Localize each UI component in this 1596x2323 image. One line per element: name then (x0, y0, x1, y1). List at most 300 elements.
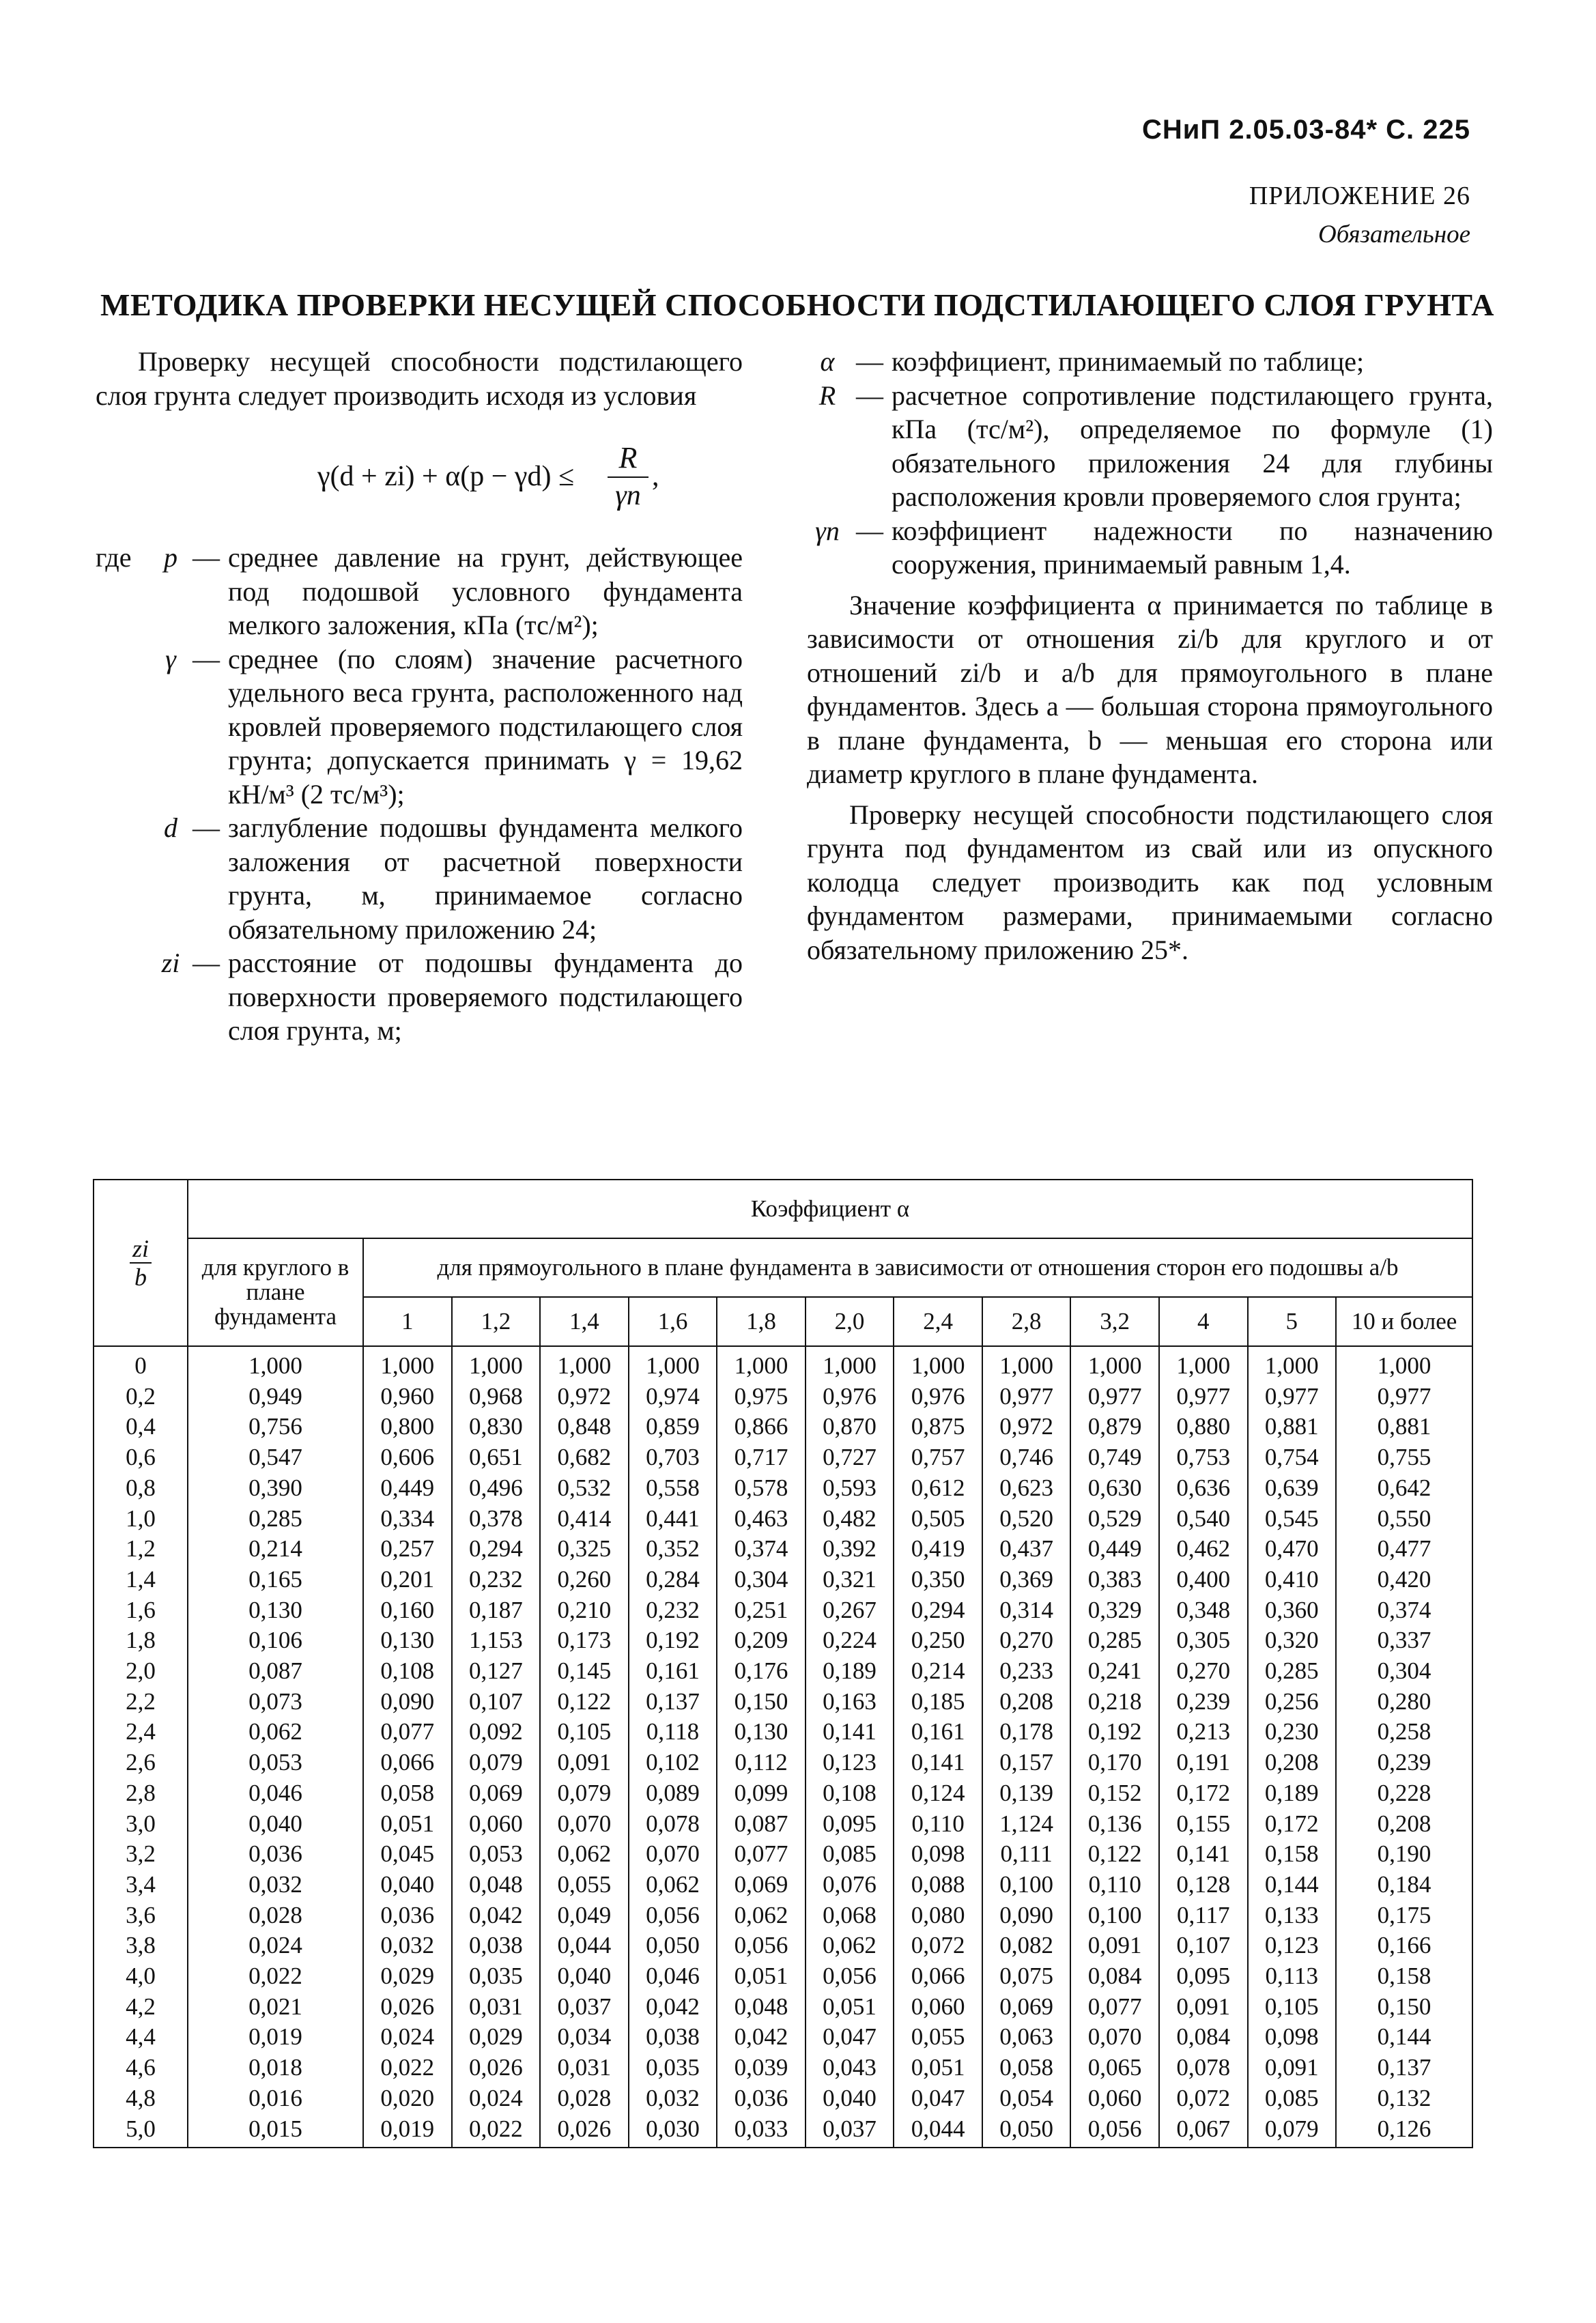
alpha-value-cell: 0,201 (363, 1565, 452, 1595)
alpha-value-cell: 0,754 (1248, 1442, 1337, 1473)
alpha-value-cell: 0,085 (806, 1839, 894, 1870)
definition-dash: — (193, 542, 220, 573)
alpha-value-cell: 1,000 (452, 1346, 541, 1382)
table-row (94, 1809, 1472, 1840)
definition-text: расчетное сопротивление подстилающего грунта, кПа (тс/м²), определяемое по формуле (1) обязательного приложения 24 для глубины расположения кровли проверяемого слоя грунта; (892, 380, 1493, 512)
alpha-value-cell: 0,118 (629, 1717, 717, 1748)
alpha-value-cell: 0,866 (717, 1412, 806, 1442)
coefficient-header: Коэффициент α (188, 1180, 1472, 1238)
ratio-header (94, 1180, 188, 1346)
alpha-value-cell: 0,075 (982, 1961, 1071, 1992)
alpha-value-cell: 0,623 (982, 1473, 1071, 1504)
alpha-value-cell: 0,036 (717, 2083, 806, 2114)
alpha-value-cell: 0,192 (1070, 1717, 1159, 1748)
alpha-value-cell: 0,047 (894, 2083, 982, 2114)
ratio-value-cell: 4,8 (94, 2083, 188, 2114)
alpha-value-cell: 0,039 (717, 2053, 806, 2083)
alpha-value-cell: 0,073 (188, 1687, 363, 1718)
alpha-value-cell: 0,122 (1070, 1839, 1159, 1870)
alpha-value-cell: 0,880 (1159, 1412, 1248, 1442)
alpha-value-cell: 0,187 (452, 1595, 541, 1626)
alpha-value-cell: 0,036 (363, 1900, 452, 1931)
alpha-value-cell: 0,108 (363, 1656, 452, 1687)
alpha-value-cell: 0,166 (1336, 1930, 1472, 1961)
ratio-value-cell: 4,4 (94, 2022, 188, 2053)
alpha-value-cell: 0,145 (540, 1656, 629, 1687)
ratio-value-cell: 2,0 (94, 1656, 188, 1687)
ratio-value-cell: 3,6 (94, 1900, 188, 1931)
ratio-denominator: b (134, 1263, 147, 1291)
ratio-value-cell: 4,0 (94, 1961, 188, 1992)
alpha-value-cell: 0,859 (629, 1412, 717, 1442)
alpha-value-cell: 0,141 (1159, 1839, 1248, 1870)
alpha-value-cell: 0,374 (717, 1534, 806, 1565)
alpha-value-cell: 0,031 (540, 2053, 629, 2083)
table-row (94, 1900, 1472, 1931)
alpha-value-cell: 0,232 (452, 1565, 541, 1595)
ratio-value-cell: 2,6 (94, 1748, 188, 1778)
ab-ratio-cell: 1,2 (452, 1297, 541, 1346)
alpha-value-cell: 0,062 (717, 1900, 806, 1931)
alpha-value-cell: 0,028 (188, 1900, 363, 1931)
ratio-value-cell: 1,8 (94, 1625, 188, 1656)
definition-text: коэффициент, принимаемый по таблице; (892, 346, 1365, 377)
alpha-value-cell: 0,072 (1159, 2083, 1248, 2114)
alpha-value-cell: 0,043 (806, 2053, 894, 2083)
alpha-value-cell: 0,304 (1336, 1656, 1472, 1687)
alpha-value-cell: 0,578 (717, 1473, 806, 1504)
alpha-value-cell: 0,218 (1070, 1687, 1159, 1718)
table-row (94, 1656, 1472, 1687)
table-row (94, 1473, 1472, 1504)
round-foundation-header: для круглого в плане фундамента (188, 1238, 363, 1346)
alpha-value-cell: 1,000 (1336, 1346, 1472, 1382)
table-row (94, 1870, 1472, 1900)
alpha-value-cell: 0,042 (452, 1900, 541, 1931)
ratio-value-cell: 4,2 (94, 1992, 188, 2023)
alpha-value-cell: 0,051 (717, 1961, 806, 1992)
alpha-value-cell: 0,651 (452, 1442, 541, 1473)
alpha-value-cell: 0,213 (1159, 1717, 1248, 1748)
alpha-value-cell: 0,756 (188, 1412, 363, 1442)
alpha-value-cell: 0,285 (1248, 1656, 1337, 1687)
table-row (94, 1534, 1472, 1565)
alpha-value-cell: 0,123 (806, 1748, 894, 1778)
table-row (94, 1748, 1472, 1778)
alpha-value-cell: 0,108 (806, 1778, 894, 1809)
alpha-value-cell: 0,042 (629, 1992, 717, 2023)
alpha-value-cell: 0,161 (629, 1656, 717, 1687)
alpha-value-cell: 0,639 (1248, 1473, 1337, 1504)
alpha-value-cell: 0,078 (1159, 2053, 1248, 2083)
alpha-value-cell: 0,077 (1070, 1992, 1159, 2023)
ratio-value-cell: 3,0 (94, 1809, 188, 1840)
alpha-value-cell: 0,133 (1248, 1900, 1337, 1931)
alpha-value-cell: 0,030 (629, 2114, 717, 2148)
alpha-value-cell: 0,029 (452, 2022, 541, 2053)
formula-numerator: R (608, 440, 649, 478)
alpha-value-cell: 0,092 (452, 1717, 541, 1748)
alpha-value-cell: 0,305 (1159, 1625, 1248, 1656)
definition-symbol: R (818, 380, 836, 411)
alpha-value-cell: 0,496 (452, 1473, 541, 1504)
alpha-value-cell: 0,076 (806, 1870, 894, 1900)
alpha-value-cell: 0,046 (629, 1961, 717, 1992)
alpha-value-cell: 0,022 (363, 2053, 452, 2083)
alpha-value-cell: 0,054 (982, 2083, 1071, 2114)
alpha-value-cell: 0,294 (452, 1534, 541, 1565)
table-row (94, 1717, 1472, 1748)
alpha-value-cell: 0,100 (1070, 1900, 1159, 1931)
alpha-value-cell: 0,042 (717, 2022, 806, 2053)
alpha-value-cell: 0,051 (363, 1809, 452, 1840)
ratio-value-cell: 2,2 (94, 1687, 188, 1718)
formula-fraction (608, 440, 649, 513)
alpha-value-cell: 0,350 (894, 1565, 982, 1595)
alpha-value-cell: 0,107 (1159, 1930, 1248, 1961)
alpha-value-cell: 0,972 (982, 1412, 1071, 1442)
alpha-value-cell: 0,127 (452, 1656, 541, 1687)
alpha-value-cell: 0,035 (452, 1961, 541, 1992)
ratio-value-cell: 4,6 (94, 2053, 188, 2083)
alpha-value-cell: 0,727 (806, 1442, 894, 1473)
alpha-value-cell: 0,881 (1248, 1412, 1337, 1442)
alpha-value-cell: 0,106 (188, 1625, 363, 1656)
alpha-value-cell: 0,056 (717, 1930, 806, 1961)
table-row (94, 1961, 1472, 1992)
appendix-status: Обязательное (1317, 220, 1470, 248)
ratio-value-cell: 3,8 (94, 1930, 188, 1961)
definition-text: среднее (по слоям) значение расчетного удельного веса грунта, расположенного над кровлей проверяемого подстилающего слоя грунта; допускается принимать γ = 19,62 кН/м³ (2 тс/м³); (228, 643, 743, 810)
definition-symbol: p (164, 542, 177, 573)
ab-ratio-cell: 5 (1248, 1297, 1337, 1346)
table-body (94, 1346, 1472, 2148)
ab-ratio-cell: 1 (363, 1297, 452, 1346)
alpha-value-cell: 0,058 (982, 2053, 1071, 2083)
alpha-value-cell: 0,126 (1336, 2114, 1472, 2148)
alpha-value-cell: 0,016 (188, 2083, 363, 2114)
ratio-value-cell: 2,8 (94, 1778, 188, 1809)
alpha-value-cell: 0,026 (452, 2053, 541, 2083)
table-row (94, 1687, 1472, 1718)
alpha-value-cell: 0,091 (540, 1748, 629, 1778)
alpha-value-cell: 0,040 (363, 1870, 452, 1900)
alpha-value-cell: 0,170 (1070, 1748, 1159, 1778)
alpha-value-cell: 0,172 (1159, 1778, 1248, 1809)
alpha-value-cell: 0,137 (1336, 2053, 1472, 2083)
alpha-value-cell: 0,110 (894, 1809, 982, 1840)
alpha-value-cell: 0,176 (717, 1656, 806, 1687)
alpha-value-cell: 0,111 (982, 1839, 1071, 1870)
alpha-value-cell: 0,392 (806, 1534, 894, 1565)
alpha-value-cell: 0,077 (363, 1717, 452, 1748)
alpha-value-cell: 0,383 (1070, 1565, 1159, 1595)
ab-ratio-cell: 1,8 (717, 1297, 806, 1346)
alpha-value-cell: 0,139 (982, 1778, 1071, 1809)
alpha-value-cell: 0,022 (188, 1961, 363, 1992)
alpha-value-cell: 0,800 (363, 1412, 452, 1442)
definition-symbol: d (164, 812, 177, 843)
alpha-value-cell: 1,000 (1248, 1346, 1337, 1382)
ab-ratio-cell: 2,0 (806, 1297, 894, 1346)
alpha-value-cell: 0,540 (1159, 1504, 1248, 1535)
alpha-value-cell: 0,070 (1070, 2022, 1159, 2053)
alpha-value-cell: 0,085 (1248, 2083, 1337, 2114)
table-row (94, 1992, 1472, 2023)
alpha-value-cell: 0,270 (1159, 1656, 1248, 1687)
table-row (94, 1839, 1472, 1870)
alpha-value-cell: 0,084 (1070, 1961, 1159, 1992)
alpha-value-cell: 0,184 (1336, 1870, 1472, 1900)
alpha-value-cell: 0,437 (982, 1534, 1071, 1565)
alpha-value-cell: 0,060 (1070, 2083, 1159, 2114)
alpha-value-cell: 0,123 (1248, 1930, 1337, 1961)
alpha-value-cell: 0,130 (717, 1717, 806, 1748)
alpha-value-cell: 0,224 (806, 1625, 894, 1656)
piles-paragraph: Проверку несущей способности подстилающего слоя грунта под фундаментом из свай или из опускного колодца следует производить как под условным фундаментом размерами, принимаемыми согласно обязательному приложению 25*. (807, 799, 1493, 965)
alpha-value-cell: 0,137 (629, 1687, 717, 1718)
alpha-value-cell: 1,000 (188, 1346, 363, 1382)
alpha-value-cell: 0,037 (806, 2114, 894, 2148)
alpha-value-cell: 0,155 (1159, 1809, 1248, 1840)
ratio-numerator: zi (130, 1235, 152, 1264)
alpha-value-cell: 1,000 (540, 1346, 629, 1382)
intro-paragraph: Проверку несущей способности подстилающего слоя грунта следует производить исходя из условия (96, 346, 743, 411)
alpha-value-cell: 0,976 (894, 1382, 982, 1412)
alpha-value-cell: 0,091 (1159, 1992, 1248, 2023)
definition-dash: — (856, 515, 883, 546)
left-column (96, 345, 743, 1048)
table-row (94, 2083, 1472, 2114)
alpha-value-cell: 0,173 (540, 1625, 629, 1656)
alpha-value-cell: 0,062 (188, 1717, 363, 1748)
appendix-label: ПРИЛОЖЕНИЕ 26 (1249, 182, 1470, 210)
alpha-value-cell: 0,320 (1248, 1625, 1337, 1656)
alpha-value-cell: 0,062 (540, 1839, 629, 1870)
alpha-value-cell: 0,020 (363, 2083, 452, 2114)
alpha-value-cell: 0,703 (629, 1442, 717, 1473)
alpha-value-cell: 0,374 (1336, 1595, 1472, 1626)
alpha-value-cell: 1,000 (717, 1346, 806, 1382)
alpha-value-cell: 0,034 (540, 2022, 629, 2053)
alpha-value-cell: 0,529 (1070, 1504, 1159, 1535)
definition-dash: — (193, 643, 220, 674)
alpha-value-cell: 0,032 (188, 1870, 363, 1900)
alpha-value-cell: 0,047 (806, 2022, 894, 2053)
alpha-value-cell: 0,144 (1336, 2022, 1472, 2053)
definition-dash: — (856, 380, 883, 411)
alpha-value-cell: 0,082 (982, 1930, 1071, 1961)
alpha-value-cell: 0,090 (982, 1900, 1071, 1931)
alpha-value-cell: 0,112 (717, 1748, 806, 1778)
ratio-value-cell: 0,4 (94, 1412, 188, 1442)
alpha-value-cell: 0,267 (806, 1595, 894, 1626)
ratio-value-cell: 0,6 (94, 1442, 188, 1473)
alpha-value-cell: 0,158 (1336, 1961, 1472, 1992)
alpha-value-cell: 0,069 (452, 1778, 541, 1809)
alpha-value-cell: 0,968 (452, 1382, 541, 1412)
table-row (94, 1504, 1472, 1535)
alpha-value-cell: 0,974 (629, 1382, 717, 1412)
alpha-value-cell: 0,050 (629, 1930, 717, 1961)
alpha-value-cell: 0,505 (894, 1504, 982, 1535)
alpha-value-cell: 0,420 (1336, 1565, 1472, 1595)
table-row (94, 1565, 1472, 1595)
alpha-value-cell: 0,035 (629, 2053, 717, 2083)
alpha-table (93, 1179, 1473, 2148)
alpha-value-cell: 0,091 (1248, 2053, 1337, 2083)
alpha-value-cell: 0,050 (982, 2114, 1071, 2148)
ratio-value-cell: 5,0 (94, 2114, 188, 2148)
alpha-value-cell: 0,024 (452, 2083, 541, 2114)
alpha-value-cell: 0,419 (894, 1534, 982, 1565)
alpha-value-cell: 0,087 (188, 1656, 363, 1687)
alpha-value-cell: 0,036 (188, 1839, 363, 1870)
alpha-value-cell: 1,000 (1070, 1346, 1159, 1382)
alpha-value-cell: 0,175 (1336, 1900, 1472, 1931)
alpha-value-cell: 0,232 (629, 1595, 717, 1626)
alpha-value-cell: 0,208 (982, 1687, 1071, 1718)
alpha-value-cell: 0,520 (982, 1504, 1071, 1535)
alpha-value-cell: 0,056 (806, 1961, 894, 1992)
alpha-value-cell: 0,241 (1070, 1656, 1159, 1687)
alpha-value-cell: 0,848 (540, 1412, 629, 1442)
alpha-value-cell: 0,055 (894, 2022, 982, 2053)
alpha-value-cell: 0,098 (1248, 2022, 1337, 2053)
ratio-fraction (130, 1235, 152, 1291)
alpha-value-cell: 0,018 (188, 2053, 363, 2083)
alpha-value-cell: 0,015 (188, 2114, 363, 2148)
table-row (94, 1412, 1472, 1442)
alpha-value-cell: 0,977 (1070, 1382, 1159, 1412)
alpha-value-cell: 1,000 (806, 1346, 894, 1382)
formula-comma: , (652, 461, 659, 492)
alpha-value-cell: 0,031 (452, 1992, 541, 2023)
alpha-value-cell: 0,019 (363, 2114, 452, 2148)
definition-dash: — (193, 812, 220, 843)
ab-ratio-cell: 4 (1159, 1297, 1248, 1346)
alpha-value-cell: 0,321 (806, 1565, 894, 1595)
alpha-value-cell: 0,084 (1159, 2022, 1248, 2053)
ratio-value-cell: 0,2 (94, 1382, 188, 1412)
right-column (807, 345, 1493, 967)
alpha-value-cell: 0,717 (717, 1442, 806, 1473)
table-row (94, 1382, 1472, 1412)
alpha-value-cell: 0,022 (452, 2114, 541, 2148)
alpha-value-cell: 0,977 (982, 1382, 1071, 1412)
alpha-value-cell: 0,270 (982, 1625, 1071, 1656)
alpha-value-cell: 0,051 (894, 2053, 982, 2083)
alpha-value-cell: 0,210 (540, 1595, 629, 1626)
alpha-value-cell: 0,091 (1070, 1930, 1159, 1961)
alpha-value-cell: 0,032 (629, 2083, 717, 2114)
alpha-value-cell: 0,284 (629, 1565, 717, 1595)
alpha-value-cell: 0,636 (1159, 1473, 1248, 1504)
alpha-value-cell: 0,046 (188, 1778, 363, 1809)
alpha-value-cell: 0,089 (629, 1778, 717, 1809)
alpha-value-cell: 0,079 (1248, 2114, 1337, 2148)
alpha-value-cell: 0,070 (629, 1839, 717, 1870)
alpha-value-cell: 0,334 (363, 1504, 452, 1535)
alpha-value-cell: 0,285 (1070, 1625, 1159, 1656)
alpha-value-cell: 0,593 (806, 1473, 894, 1504)
alpha-value-cell: 0,066 (894, 1961, 982, 1992)
alpha-value-cell: 0,144 (1248, 1870, 1337, 1900)
page-header-code: СНиП 2.05.03-84* С. 225 (1141, 115, 1470, 145)
ratio-value-cell: 3,2 (94, 1839, 188, 1870)
alpha-value-cell: 0,026 (363, 1992, 452, 2023)
alpha-value-cell: 0,214 (894, 1656, 982, 1687)
alpha-value-cell: 0,870 (806, 1412, 894, 1442)
document-title: МЕТОДИКА ПРОВЕРКИ НЕСУЩЕЙ СПОСОБНОСТИ ПОДСТИЛАЮЩЕГО СЛОЯ ГРУНТА (100, 287, 1494, 322)
alpha-value-cell: 0,158 (1248, 1839, 1337, 1870)
alpha-value-cell: 0,040 (540, 1961, 629, 1992)
where-label: где (96, 542, 132, 573)
alpha-value-cell: 0,090 (363, 1687, 452, 1718)
alpha-value-cell: 0,189 (806, 1656, 894, 1687)
alpha-value-cell: 0,128 (1159, 1870, 1248, 1900)
alpha-value-cell: 0,019 (188, 2022, 363, 2053)
alpha-value-cell: 0,304 (717, 1565, 806, 1595)
alpha-value-cell: 0,449 (363, 1473, 452, 1504)
alpha-value-cell: 0,976 (806, 1382, 894, 1412)
where-label (96, 642, 157, 812)
definition-symbol: γ (165, 643, 176, 674)
alpha-value-cell: 0,117 (1159, 1900, 1248, 1931)
alpha-value-cell: 0,414 (540, 1504, 629, 1535)
definition-dash: — (193, 947, 220, 978)
rect-foundation-header: для прямоугольного в плане фундамента в зависимости от отношения сторон его подошвы a/b (363, 1238, 1472, 1297)
definition-symbol: zi (161, 947, 180, 978)
ab-ratio-cell: 1,6 (629, 1297, 717, 1346)
ab-ratio-cell: 3,2 (1070, 1297, 1159, 1346)
table-row (94, 1930, 1472, 1961)
alpha-value-cell: 0,410 (1248, 1565, 1337, 1595)
alpha-value-cell: 1,124 (982, 1809, 1071, 1840)
alpha-value-cell: 0,141 (894, 1748, 982, 1778)
alpha-value-cell: 0,105 (1248, 1992, 1337, 2023)
ab-ratio-cell: 2,4 (894, 1297, 982, 1346)
alpha-value-cell: 0,477 (1336, 1534, 1472, 1565)
alpha-value-cell: 0,053 (188, 1748, 363, 1778)
alpha-value-cell: 0,250 (894, 1625, 982, 1656)
alpha-value-cell: 0,160 (363, 1595, 452, 1626)
alpha-value-cell: 0,400 (1159, 1565, 1248, 1595)
alpha-value-cell: 0,441 (629, 1504, 717, 1535)
alpha-value-cell: 0,550 (1336, 1504, 1472, 1535)
alpha-value-cell: 0,462 (1159, 1534, 1248, 1565)
alpha-value-cell: 0,977 (1159, 1382, 1248, 1412)
alpha-value-cell: 0,189 (1248, 1778, 1337, 1809)
ratio-value-cell: 2,4 (94, 1717, 188, 1748)
definition-text: среднее давление на грунт, действующее под подошвой условного фундамента мелкого заложения, кПа (тс/м²); (228, 542, 743, 640)
alpha-value-cell: 0,233 (982, 1656, 1071, 1687)
table-row (94, 2053, 1472, 2083)
alpha-value-cell: 0,056 (1070, 2114, 1159, 2148)
alpha-value-cell: 0,682 (540, 1442, 629, 1473)
alpha-value-cell: 1,000 (363, 1346, 452, 1382)
right-definitions (807, 345, 1493, 582)
alpha-value-cell: 0,757 (894, 1442, 982, 1473)
table-row (94, 2114, 1472, 2148)
alpha-value-cell: 0,037 (540, 1992, 629, 2023)
ratio-value-cell: 1,4 (94, 1565, 188, 1595)
alpha-value-cell: 0,141 (806, 1717, 894, 1748)
alpha-value-cell: 0,612 (894, 1473, 982, 1504)
alpha-value-cell: 0,087 (717, 1809, 806, 1840)
alpha-value-cell: 0,606 (363, 1442, 452, 1473)
alpha-value-cell: 0,067 (1159, 2114, 1248, 2148)
